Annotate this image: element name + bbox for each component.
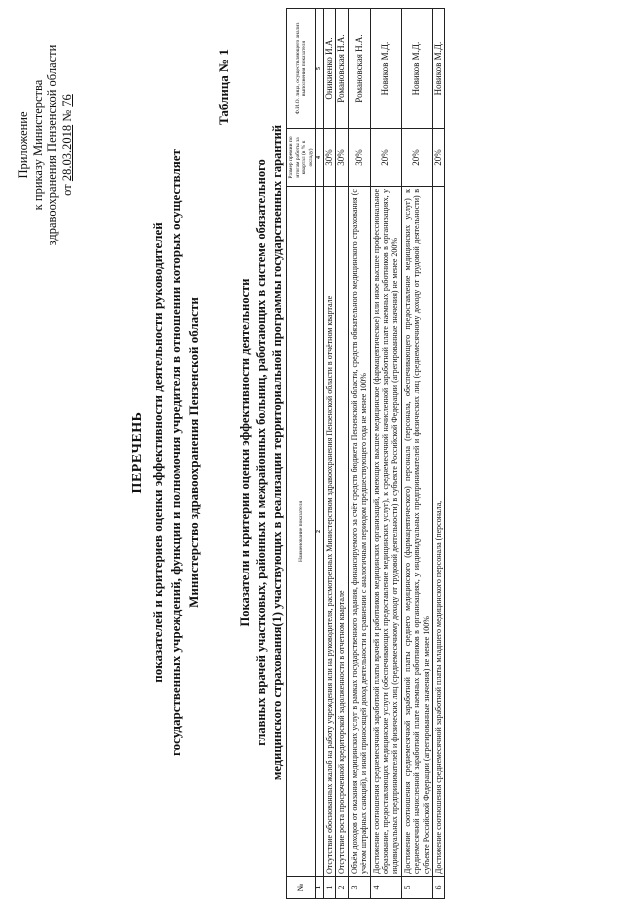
index-cell: 2	[316, 187, 324, 877]
annex-date: 28.03.2018	[59, 124, 74, 182]
row-text-cell: Отсутствие обоснованных жалоб на работу учреждения или на руководителя, рассмотренных Министерством здравоохранения Пензенской области в отчётном квартале	[324, 187, 336, 877]
document-subtitle-2: государственных учреждений, функции и полномочия учредителя в отношении которых осуществляет	[168, 149, 183, 756]
annex-date-prefix: от	[59, 184, 74, 196]
index-cell: 1	[316, 877, 324, 899]
row-number-cell: 1	[324, 877, 336, 899]
criteria-table	[286, 8, 445, 899]
header-fio: Ф.И.О. лица, осуществляющего анализ выполнения показателя	[287, 9, 316, 129]
document-title: ПЕРЕЧЕНЬ	[130, 411, 145, 494]
table-number: Таблица № 1	[216, 49, 231, 125]
annex-line2: к приказу Министерства	[30, 79, 45, 211]
table-row	[348, 9, 370, 899]
table-header-row	[287, 9, 316, 899]
row-size-cell: 30%	[336, 129, 348, 187]
row-fio-cell: Оникиенко И.А.	[324, 9, 336, 129]
row-text-cell: Объём доходов от оказания медицинских услуг в рамках государственного задания, финансируемого за счёт средств бюджета Пензенской области, средств обязательного медицинского страхования (с учётом штрафных санкций), и иной приносящей доход деятельности в сравнении с аналогичным периодом предшествующего года не менее 100%	[348, 187, 370, 877]
row-number-cell: 6	[433, 877, 445, 899]
row-number-cell: 4	[370, 877, 401, 899]
document-subtitle-3: Министерство здравоохранения Пензенской области	[186, 297, 201, 608]
table-row	[401, 9, 432, 899]
annex-line3: здравоохранения Пензенской области	[45, 44, 59, 246]
row-fio-cell: Новиков М.Д.	[370, 9, 401, 129]
row-fio-cell: Новиков М.Д.	[433, 9, 445, 129]
table-row	[370, 9, 401, 899]
row-fio-cell: Новиков М.Д.	[401, 9, 432, 129]
table-index-row	[316, 9, 324, 899]
table-row	[336, 9, 348, 899]
annex-line1: Приложение	[16, 111, 30, 179]
row-size-cell: 20%	[433, 129, 445, 187]
row-text-cell: Достижение соотношения среднемесячной заработной платы среднего медицинского (фармацевтического) персонала (персонала, обеспечивающего предоставление медицинских услуг) к среднемесячной начисленной заработной плате наемных работников в организациях, у индивидуальных предпринимателей и физических лиц (среднемесячному доходу от трудовой деятельности) в субъекте Российской Федерации (агрегированные значения) не менее 100%	[401, 187, 432, 877]
section-title-2: главных врачей участковых, районных и межрайонных больниц, работающих в системе обязательного	[254, 159, 268, 746]
section-title-3: медицинского страхования(1) участвующих в реализации территориальной программы государственных гарантий	[270, 124, 284, 781]
row-text-cell: Достижение соотношения среднемесячной заработной платы врачей и работников медицинских организаций, имеющих высшее медицинское (фармацевтическое) или иное высшее профессиональное образование, предоставляющих медицинские услуги (обеспечивающих предоставление медицинских услуг), к среднемесячной начисленной заработной плате наемных работников в организациях, у индивидуальных предпринимателей и физических лиц (среднемесячному доходу от трудовой деятельности) в субъекте Российской Федерации (агрегированные значения) не менее 200%	[370, 187, 401, 877]
row-size-cell: 30%	[348, 129, 370, 187]
row-number-cell: 5	[401, 877, 432, 899]
section-title-1: Показатели и критерии оценки эффективности деятельности	[238, 278, 252, 627]
row-fio-cell: Романовская Н.А.	[336, 9, 348, 129]
index-cell: 5	[316, 9, 324, 129]
annex-num: 76	[59, 94, 74, 107]
header-name: Наименование показателя	[287, 187, 316, 877]
header-size: Размер премии по итогам работы за квартал (в % к окладу)	[287, 129, 316, 187]
row-size-cell: 20%	[401, 129, 432, 187]
row-text-cell: Отсутствие роста просроченной кредиторской задолженности в отчетном квартале	[336, 187, 348, 877]
row-number-cell: 2	[336, 877, 348, 899]
header-num: №	[287, 877, 316, 899]
row-size-cell: 20%	[370, 129, 401, 187]
row-text-cell: Достижение соотношения среднемесячной заработной платы младшего медицинского персонала (персонала,	[433, 187, 445, 877]
document-subtitle-1: показателей и критериев оценки эффективности деятельности руководителей	[150, 222, 165, 683]
annex-block	[16, 15, 74, 275]
row-number-cell: 3	[348, 877, 370, 899]
row-size-cell: 30%	[324, 129, 336, 187]
index-cell: 4	[316, 129, 324, 187]
table-row	[433, 9, 445, 899]
annex-date-line	[60, 15, 75, 275]
row-fio-cell: Романовская Н.А.	[348, 9, 370, 129]
table-row	[324, 9, 336, 899]
annex-num-prefix: №	[59, 109, 74, 122]
